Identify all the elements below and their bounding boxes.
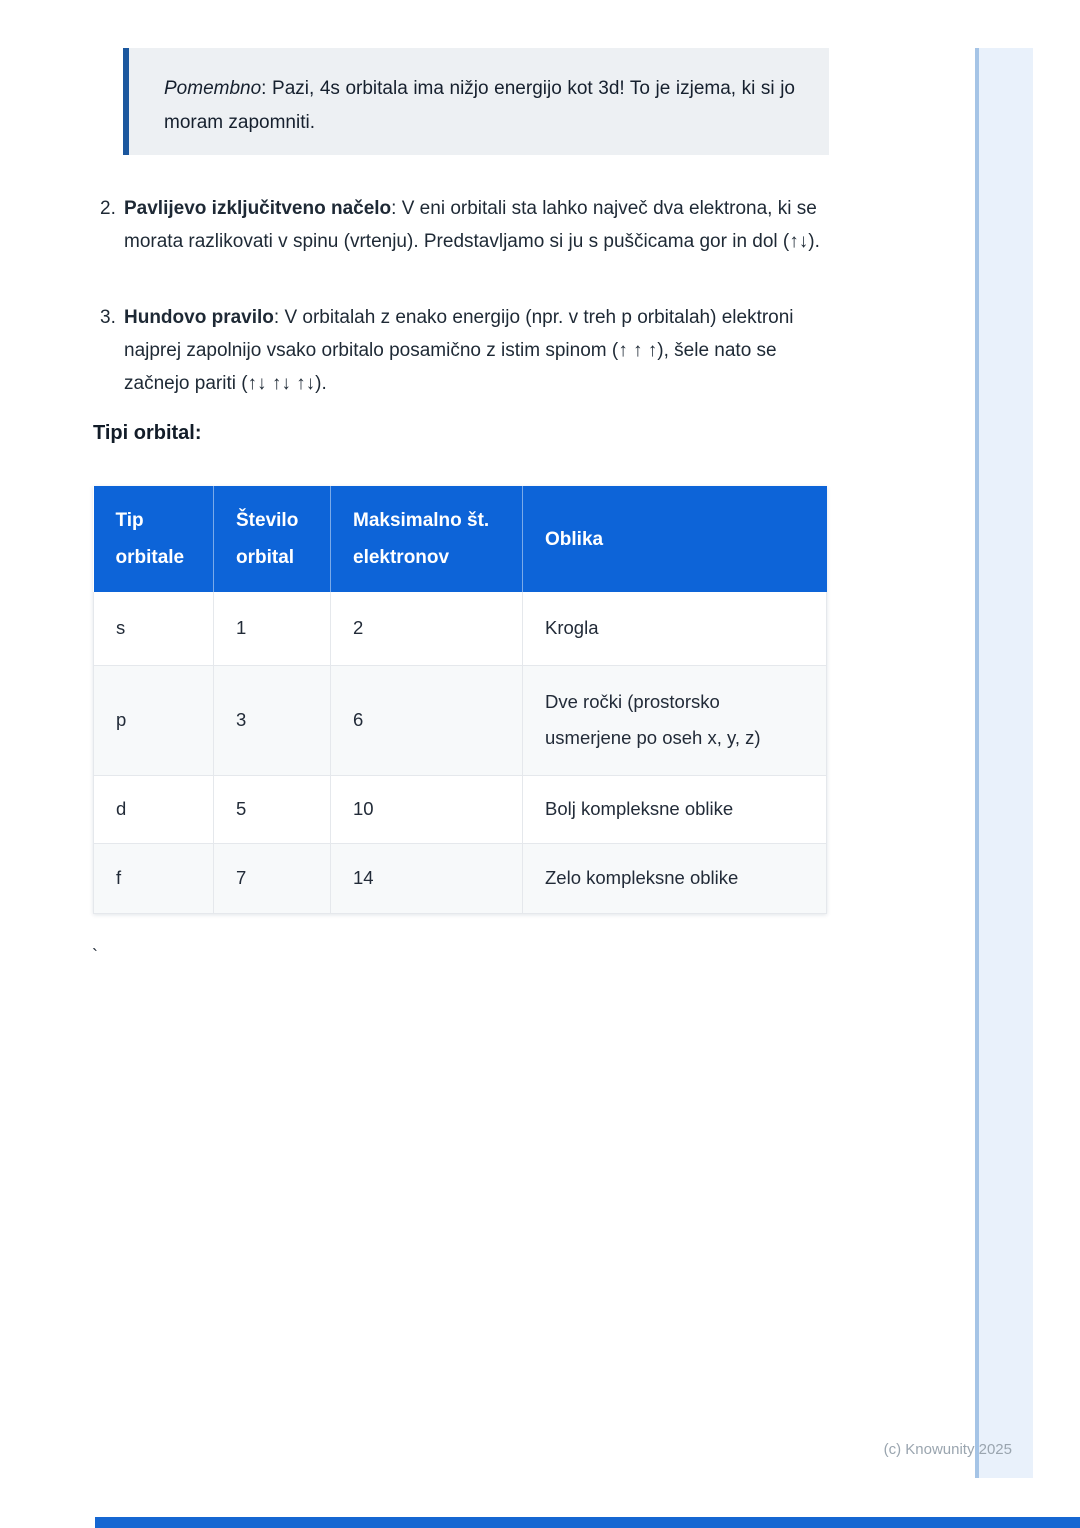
table-row (94, 843, 827, 913)
column-header-max-electrons: Maksimalno št. elektronov (331, 486, 523, 592)
cell-type: s (94, 592, 214, 665)
orbital-types-table (93, 486, 827, 914)
cell-count: 7 (214, 843, 331, 913)
callout-body: : Pazi, 4s orbitala ima nižjo energijo kot 3d! To je izjema, ki si jo moram zapomniti. (164, 78, 795, 133)
column-header-orbital-count: Število orbital (214, 486, 331, 592)
list-number: 3. (100, 307, 116, 328)
copyright-footer: (c) Knowunity 2025 (883, 1441, 1012, 1458)
list-item-hund (100, 301, 826, 400)
cell-count: 1 (214, 592, 331, 665)
cell-shape: Krogla (523, 592, 827, 665)
cell-type: d (94, 775, 214, 843)
right-scroll-stripe[interactable] (975, 48, 1033, 1478)
cell-shape: Zelo kompleksne oblike (523, 843, 827, 913)
list-item-body: : V orbitalah z enako energijo (npr. v treh p orbitalah) elektroni najprej zapolnijo vsako orbitalo posamično z istim spinom (↑ ↑ ↑), šele nato se začnejo pariti (↑↓ ↑↓ ↑↓). (124, 307, 794, 394)
table-row (94, 592, 827, 665)
table-row (94, 665, 827, 775)
cell-shape: Bolj kompleksne oblike (523, 775, 827, 843)
next-section-top-bar (95, 1517, 1080, 1528)
list-item-title: Hundovo pravilo (124, 307, 274, 328)
list-number: 2. (100, 198, 116, 219)
cell-count: 3 (214, 665, 331, 775)
list-item-pauli (100, 192, 826, 258)
column-header-shape: Oblika (523, 486, 827, 592)
cell-shape: Dve ročki (prostorsko usmerjene po oseh x, y, z) (523, 665, 827, 775)
list-item-title: Pavlijevo izključitveno načelo (124, 198, 392, 219)
cell-electrons: 6 (331, 665, 523, 775)
cell-electrons: 10 (331, 775, 523, 843)
callout-lead: Pomembno (164, 78, 262, 99)
cell-electrons: 2 (331, 592, 523, 665)
table-row (94, 775, 827, 843)
cell-type: p (94, 665, 214, 775)
cell-type: f (94, 843, 214, 913)
cell-electrons: 14 (331, 843, 523, 913)
stray-backtick: ` (92, 946, 98, 966)
column-header-orbital-type: Tip orbitale (94, 486, 214, 592)
list-item-text (124, 192, 826, 258)
list-item-text (124, 301, 826, 400)
important-callout (123, 48, 829, 155)
section-heading-orbital-types: Tipi orbital: (93, 422, 202, 444)
list-item-body: : V eni orbitali sta lahko največ dva elektrona, ki se morata razlikovati v spinu (vrtenju). Predstavljamo si ju s puščicama gor in dol (↑↓). (124, 198, 820, 252)
cell-count: 5 (214, 775, 331, 843)
table-header-row (94, 486, 827, 592)
